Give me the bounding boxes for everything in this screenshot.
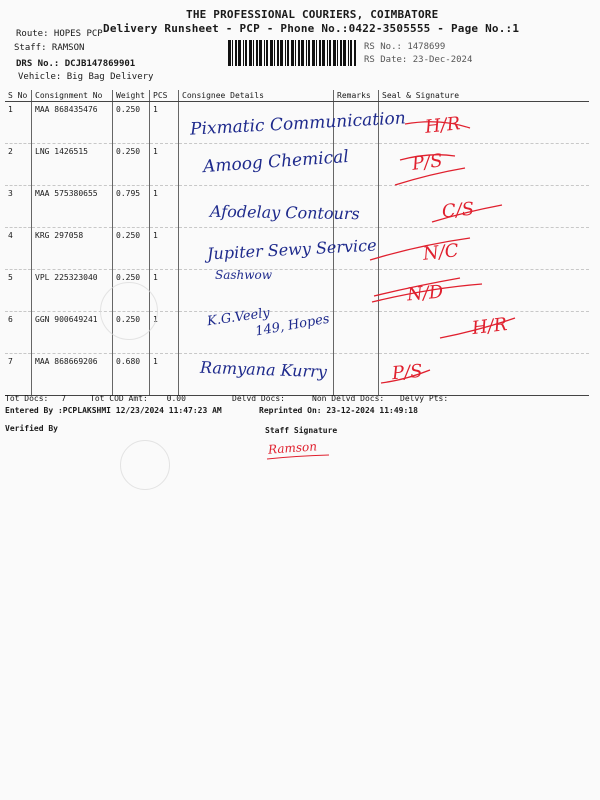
row-sno: 5 xyxy=(5,270,32,312)
drs-number: DRS No.: DCJB147869901 xyxy=(16,59,136,69)
handwritten-remark: H/R xyxy=(470,313,509,340)
vehicle-label: Vehicle: Big Bag Delivery xyxy=(18,72,154,82)
handwritten-remark: C/S xyxy=(441,198,476,223)
handwritten-remark: N/D xyxy=(406,281,445,306)
row-sno: 3 xyxy=(5,186,32,228)
company-title: THE PROFESSIONAL COURIERS, COIMBATORE xyxy=(186,8,439,21)
row-sno: 6 xyxy=(5,312,32,354)
non-delivered-docs: Non Delvd Docs: xyxy=(312,394,385,403)
row-pcs: 1 xyxy=(150,354,179,396)
total-cod-value: 0.00 xyxy=(166,394,186,403)
col-remarks: Remarks xyxy=(334,90,379,102)
rs-number: RS No.: 1478699 xyxy=(364,42,446,52)
row-sno: 2 xyxy=(5,144,32,186)
row-weight: 0.250 xyxy=(113,228,150,270)
handwritten-consignee: Ramyana Kurry xyxy=(199,357,328,382)
row-pcs: 1 xyxy=(150,186,179,228)
staff-signature: Ramson xyxy=(267,439,318,457)
row-consignment: GGN 900649241 xyxy=(32,312,113,354)
col-consignee: Consignee Details xyxy=(179,90,334,102)
delivered-docs: Delvd Docs: xyxy=(232,394,285,403)
row-pcs: 1 xyxy=(150,144,179,186)
row-pcs: 1 xyxy=(150,102,179,144)
row-consignment: MAA 868669206 xyxy=(32,354,113,396)
total-docs-value: 7 xyxy=(61,394,67,403)
row-pcs: 1 xyxy=(150,270,179,312)
row-weight: 0.250 xyxy=(113,144,150,186)
entered-by: Entered By :PCPLAKSHMI 12/23/2024 11:47:23 AM xyxy=(5,406,222,415)
row-consignment: KRG 297058 xyxy=(32,228,113,270)
row-weight: 0.250 xyxy=(113,270,150,312)
handwritten-consignee: Amoog Chemical xyxy=(202,146,350,178)
total-docs xyxy=(5,394,66,403)
handwritten-consignee: Pixmatic Communication xyxy=(189,108,407,140)
handwritten-remark: H/R xyxy=(423,113,462,138)
runsheet-subtitle: Delivery Runsheet - PCP - Phone No.:0422-3505555 - Page No.:1 xyxy=(103,22,520,35)
total-cod-label: Tot COD Amt: xyxy=(90,394,148,403)
row-consignment: LNG 1426515 xyxy=(32,144,113,186)
handwritten-consignee: Sashwow xyxy=(215,268,273,282)
handwritten-consignee: Afodelay Contours xyxy=(209,201,360,224)
handwritten-consignee: 149, Hopes xyxy=(254,311,331,340)
rs-date: RS Date: 23-Dec-2024 xyxy=(364,55,473,65)
total-cod xyxy=(90,394,186,403)
delivery-points: Delvy Pts: xyxy=(400,394,449,403)
row-sno: 7 xyxy=(5,354,32,396)
reprinted-on: Reprinted On: 23-12-2024 11:49:18 xyxy=(259,406,418,415)
row-weight: 0.250 xyxy=(113,102,150,144)
row-pcs: 1 xyxy=(150,228,179,270)
handwritten-remark: P/S xyxy=(410,150,444,175)
row-consignment: MAA 868435476 xyxy=(32,102,113,144)
handwritten-consignee: K.G.Veely xyxy=(206,305,271,330)
row-sno: 1 xyxy=(5,102,32,144)
staff-signature-label: Staff Signature xyxy=(265,426,338,435)
row-weight: 0.795 xyxy=(113,186,150,228)
row-pcs: 1 xyxy=(150,312,179,354)
col-pcs: PCS xyxy=(150,90,179,102)
handwritten-remark: N/C xyxy=(421,240,460,265)
row-weight: 0.680 xyxy=(113,354,150,396)
row-weight: 0.250 xyxy=(113,312,150,354)
col-consignment: Consignment No xyxy=(32,90,113,102)
staff-label: Staff: RAMSON xyxy=(14,43,85,53)
row-consignment: VPL 225323040 xyxy=(32,270,113,312)
route-label: Route: HOPES PCP xyxy=(16,29,103,39)
handwritten-consignee: Jupiter Sewy Service xyxy=(206,235,378,264)
verified-by: Verified By xyxy=(5,424,58,433)
row-consignment: MAA 575380655 xyxy=(32,186,113,228)
signature-underline xyxy=(265,452,335,462)
handwritten-remark: P/S xyxy=(391,360,424,385)
col-sno: S No xyxy=(5,90,32,102)
row-sno: 4 xyxy=(5,228,32,270)
total-docs-label: Tot Docs: xyxy=(5,394,49,403)
col-weight: Weight xyxy=(113,90,150,102)
col-seal-signature: Seal & Signature xyxy=(379,90,590,102)
